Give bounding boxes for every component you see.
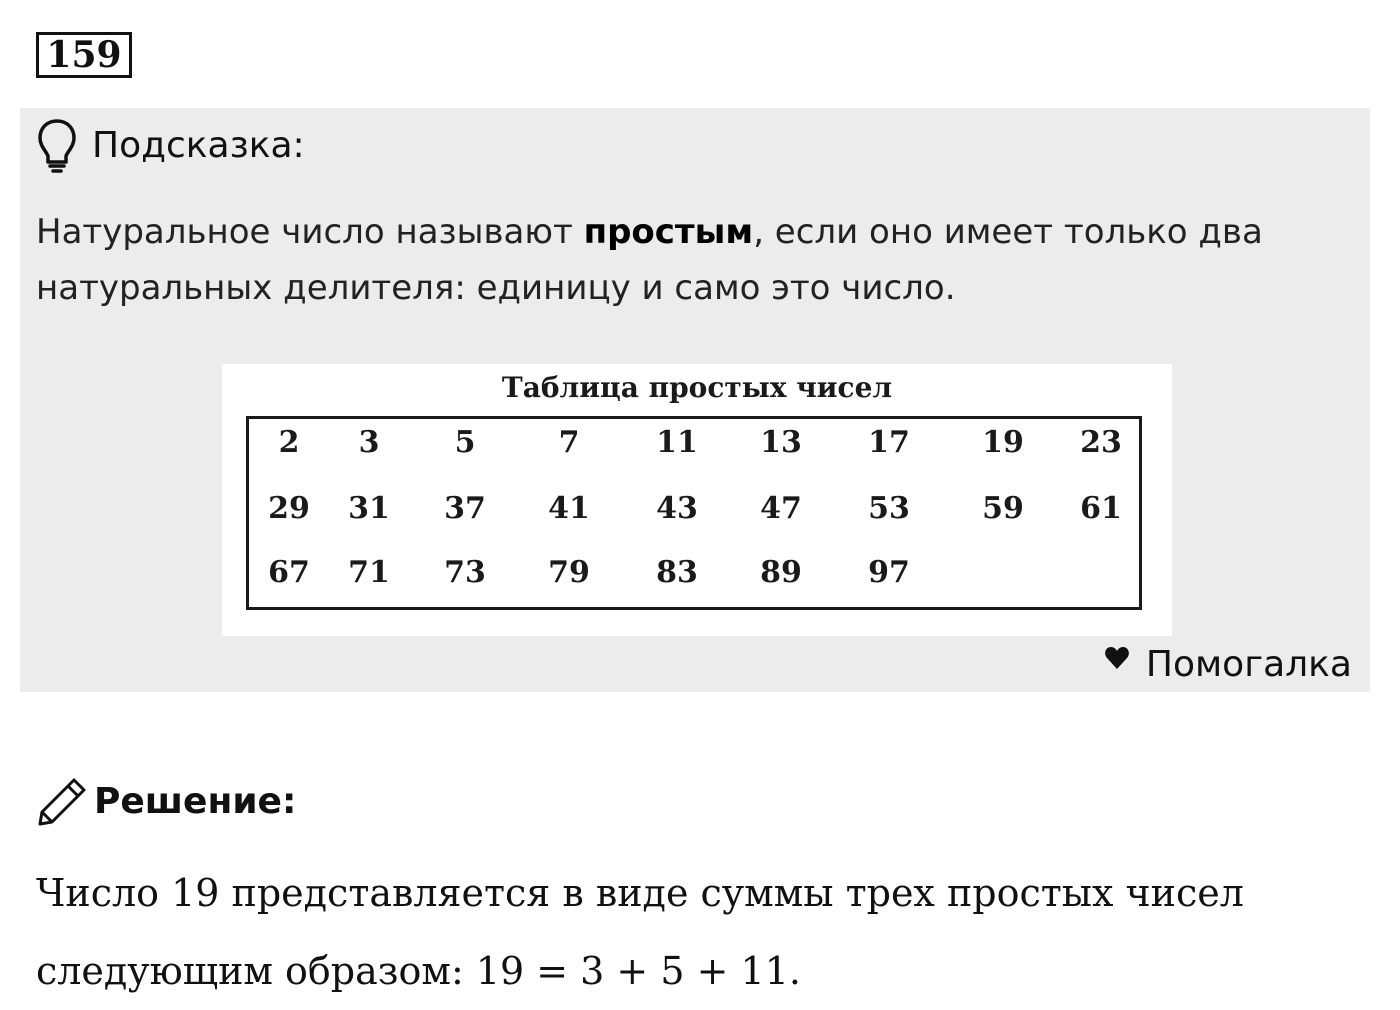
prime-number-cell: 41: [548, 491, 590, 526]
prime-number-cell: 89: [760, 555, 802, 590]
prime-number-cell: 61: [1080, 491, 1122, 526]
prime-number-cell: 59: [982, 491, 1024, 526]
primes-table: [246, 416, 1142, 610]
prime-number-cell: 73: [444, 555, 486, 590]
prime-number-cell: 5: [454, 425, 476, 460]
primes-table-figure: [222, 364, 1172, 636]
hint-header: [36, 118, 305, 174]
hint-panel: [20, 108, 1370, 692]
brand: [1104, 642, 1352, 688]
prime-number-cell: 71: [348, 555, 390, 590]
primes-table-caption: Таблица простых чисел: [501, 371, 893, 404]
prime-number-cell: 7: [558, 425, 580, 460]
prime-number-cell: 47: [760, 491, 802, 526]
prime-number-cell: 43: [656, 491, 698, 526]
solution-title: Решение:: [94, 781, 297, 822]
lightbulb-icon: [36, 118, 78, 174]
task-number: 159: [36, 32, 132, 78]
prime-number-cell: 17: [868, 425, 910, 460]
heart-icon: [1104, 646, 1130, 670]
pencil-icon: [36, 776, 88, 828]
brand-label: Помогалка: [1145, 644, 1352, 685]
hint-title: Подсказка:: [92, 125, 305, 166]
solution-header: [36, 774, 296, 830]
prime-number-cell: 31: [348, 491, 390, 526]
prime-number-cell: 53: [868, 491, 910, 526]
prime-number-cell: 67: [268, 555, 310, 590]
prime-number-cell: 3: [358, 425, 380, 460]
hint-text-after: , если оно имеет только два натуральных делителя: единицу и само это число.: [36, 212, 1263, 308]
prime-number-cell: 83: [656, 555, 698, 590]
prime-number-cell: 11: [656, 425, 698, 460]
hint-text: [36, 204, 1346, 316]
prime-number-cell: 23: [1080, 425, 1122, 460]
solution-text: Число 19 представляется в виде суммы трех простых чисел следующим образом: 19 = 3 + 5 + 11.: [36, 871, 1244, 993]
prime-number-cell: 37: [444, 491, 486, 526]
hint-text-before: Натуральное число называют: [36, 212, 584, 252]
prime-number-cell: 13: [760, 425, 802, 460]
hint-text-bold: простым: [583, 212, 754, 252]
prime-number-cell: 79: [548, 555, 590, 590]
prime-number-cell: 29: [268, 491, 310, 526]
prime-number-cell: 97: [868, 555, 910, 590]
prime-number-cell: 19: [982, 425, 1024, 460]
prime-number-cell: 2: [278, 425, 300, 460]
